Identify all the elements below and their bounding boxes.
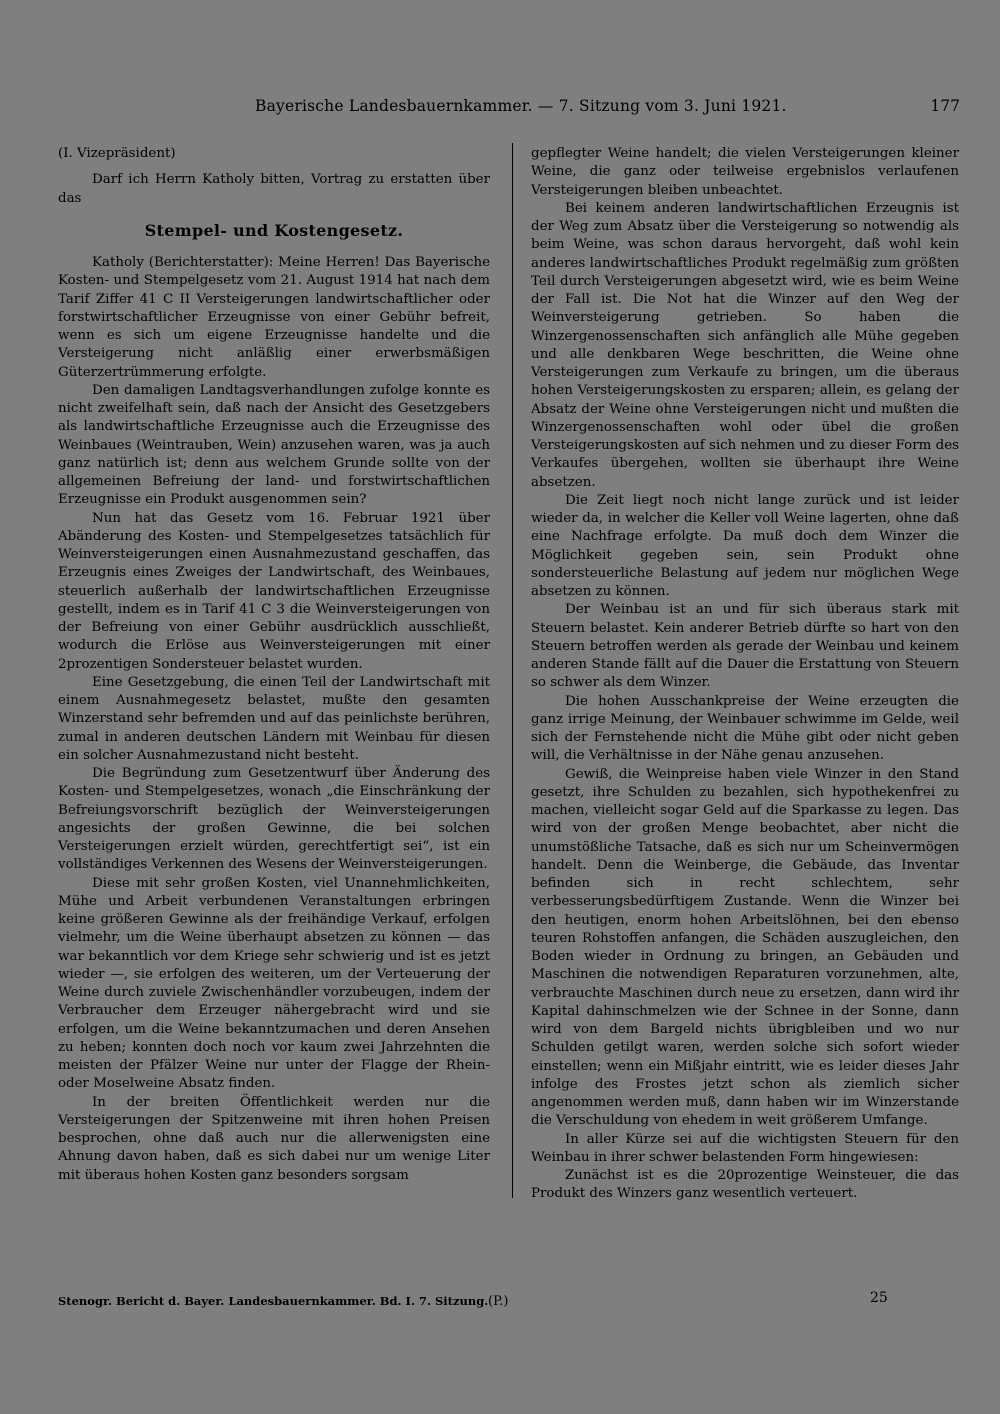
paragraph: Nun hat das Gesetz vom 16. Februar 1921 über Abänderung des Kosten- und Stempelgesetzes tatsächlich für Weinversteigerungen einen Ausnahmezustand geschaffen, das Erzeugnis eines Zweiges der Landwirtschaft, des Weinbaues, steuerlich außerhalb der landwirtschaftlichen Erzeugnisse gestellt, indem es in Tarif 41 C 3 die Weinversteigerungen von der Befreiung von einer Gebühr ausdrücklich ausschließt, wodurch die Erlöse aus Weinversteigerungen mit einer 2prozentigen Sondersteuer belastet wurden. bbox=[58, 510, 490, 672]
page-header bbox=[120, 97, 960, 123]
intro-paragraph: Darf ich Herrn Katholy bitten, Vortrag zu erstatten über das bbox=[58, 172, 490, 206]
right-column bbox=[531, 145, 959, 1204]
speaker-intro: (I. Vizepräsident) bbox=[58, 146, 176, 161]
page-number: 177 bbox=[930, 97, 960, 115]
paragraph: Die hohen Ausschankpreise der Weine erzeugten die ganz irrige Meinung, der Weinbauer schwimme im Gelde, weil sich der Fernstehende nicht die Mühe gibt oder nicht geben will, die Verhältnisse in der Nähe genau anzusehen. bbox=[531, 693, 959, 764]
paragraph: Den damaligen Landtagsverhandlungen zufolge konnte es nicht zweifelhaft sein, daß nach der Ansicht des Gesetzgebers als landwirtschaftliche Erzeugnisse auch die Erzeugnisse des Weinbaues (Weintrauben, Wein) anzusehen waren, was ja auch ganz natürlich ist; denn aus welchem Grunde sollte von der allgemeinen Befreiung der land- und forstwirtschaftlichen Erzeugnisse ein Produkt ausgenommen sein? bbox=[58, 382, 490, 508]
paragraph: Diese mit sehr großen Kosten, viel Unannehmlichkeiten, Mühe und Arbeit verbundenen Veranstaltungen erbringen keine größeren Gewinne als der freihändige Verkauf, erfolgen vielmehr, um die Weine überhaupt absetzen zu können — das war bekanntlich vor dem Kriege sehr schwierig und ist es jetzt wieder —, sie erfolgen des weiteren, um der Verteuerung der Weine durch zuviele Zwischenhändler vorzubeugen, indem der Verbraucher dem Erzeuger nähergebracht wird und sie erfolgen, um die Weine bekanntzumachen und deren Ansehen zu heben; konnten doch noch vor kaum zwei Jahrzehnten die meisten der Pfälzer Weine nur unter der Flagge der Rhein- oder Moselweine Absatz finden. bbox=[58, 875, 490, 1092]
paragraph: In der breiten Öffentlichkeit werden nur die Versteigerungen der Spitzenweine mit ihren hohen Preisen besprochen, ohne daß auch nur die allerwenigsten eine Ahnung davon haben, daß es sich dabei nur um wenige Liter mit überaus hohen Kosten ganz besonders sorgsam bbox=[58, 1094, 490, 1183]
paragraph: gepflegter Weine handelt; die vielen Versteigerungen kleiner Weine, die ganz oder teilweise ergebnislos verlaufenen Versteigerungen bleiben unbeachtet. bbox=[531, 146, 959, 198]
paragraph: Die Zeit liegt noch nicht lange zurück und ist leider wieder da, in welcher die Keller voll Weine lagerten, ohne daß eine Nachfrage erfolgte. Da muß doch dem Winzer die Möglichkeit gegeben sein, sein Produkt ohne sondersteuerliche Belastung auf jedem nur möglichen Wege absetzen zu können. bbox=[531, 492, 959, 599]
paragraph: In aller Kürze sei auf die wichtigsten Steuern für den Weinbau in ihrer schwer belastenden Form hingewiesen: bbox=[531, 1131, 959, 1165]
paragraph: Bei keinem anderen landwirtschaftlichen Erzeugnis ist der Weg zum Absatz über die Versteigerung so notwendig als beim Weine, was schon daraus hervorgeht, daß wohl kein anderes landwirtschaftliches Produkt regelmäßig zum größten Teil durch Versteigerungen abgesetzt wird, wie es beim Weine der Fall ist. Die Not hat die Winzer auf den Weg der Weinversteigerung getrieben. So haben die Winzergenossenschaften sich anfänglich alle Mühe gegeben und alle denkbaren Wege beschritten, die Weine ohne Versteigerungen zum Verkaufe zu bringen, um die überaus hohen Versteigerungskosten zu ersparen; allein, es gelang der Absatz der Weine ohne Versteigerungen nicht und mußten die Winzergenossenschaften wohl oder übel die großen Versteigerungskosten auf sich nehmen und zu dieser Form des Verkaufes übergehen, wollten sie überhaupt ihre Weine absetzen. bbox=[531, 200, 959, 490]
paragraph: Gewiß, die Weinpreise haben viele Winzer in den Stand gesetzt, ihre Schulden zu bezahlen, sich hypothekenfrei zu machen, vielleicht sogar Geld auf die Sparkasse zu legen. Das wird von der großen Menge beobachtet, aber nicht die unumstößliche Tatsache, daß es sich nur um Scheinvermögen handelt. Denn die Weinberge, die Gebäude, das Inventar befinden sich in recht schlechtem, sehr verbesserungsbedürftigem Zustande. Wenn die Winzer bei den heutigen, enorm hohen Arbeitslöhnen, bei den ebenso teuren Rohstoffen anfangen, die Schäden auszugleichen, den Boden wieder in Ordnung zu bringen, an Gebäuden und Maschinen die notwendigen Reparaturen vorzunehmen, alte, verbrauchte Maschinen durch neue zu ersetzen, dann wird ihr Kapital dahinschmelzen wie der Schnee in der Sonne, dann wird von dem Bargeld nichts übrigbleiben und wo nur Schulden getilgt waren, werden solche sich sofort wieder einstellen; wenn ein Mißjahr eintritt, wie es leider dieses Jahr infolge des Frostes jetzt schon als ziemlich sicher angenommen werden muß, dann haben wir im Winzerstande die Verschuldung von ehedem in weit größerem Umfange. bbox=[531, 766, 959, 1129]
sheet-number: 25 bbox=[870, 1290, 888, 1306]
section-heading: Stempel- und Kostengesetz. bbox=[144, 220, 404, 240]
left-column bbox=[58, 145, 490, 1185]
paragraph: Katholy (Berichterstatter): Meine Herren! Das Bayerische Kosten- und Stempelgesetz vom 21. August 1914 hat nach dem Tarif Ziffer 41 C II Versteigerungen landwirtschaftlicher oder forstwirtschaftlicher Erzeugnisse von einer Gebühr befreit, wenn es sich um eigene Erzeugnisse handelte und die Versteigerung nicht anläßlig einer erwerbsmäßigen Güterzertrümmerung erfolgte. bbox=[58, 255, 490, 380]
paragraph: Zunächst ist es die 20prozentige Weinsteuer, die das Produkt des Winzers ganz wesentlich verteuert. bbox=[531, 1168, 959, 1202]
paragraph: Der Weinbau ist an und für sich überaus stark mit Steuern belastet. Kein anderer Betrieb dürfte so hart von den Steuern betroffen werden als gerade der Weinbau und keinem anderen Stande fällt auf die Dauer die Erstattung von Steuern so schwer als dem Winzer. bbox=[531, 602, 959, 691]
footer-mark: (P.) bbox=[488, 1294, 509, 1309]
running-title: Bayerische Landesbauernkammer. — 7. Sitzung vom 3. Juni 1921. bbox=[255, 97, 787, 115]
paragraph: Eine Gesetzgebung, die einen Teil der Landwirtschaft mit einem Ausnahmegesetz belastet, mußte den gesamten Winzerstand sehr befremden und auf das peinlichste berühren, zumal in anderen deutschen Ländern mit Weinbau für diesen ein solcher Ausnahmezustand nicht besteht. bbox=[58, 674, 490, 763]
column-divider bbox=[512, 143, 513, 1198]
page-footer bbox=[58, 1290, 943, 1314]
footer-source: Stenogr. Bericht d. Bayer. Landesbauernkammer. Bd. I. 7. Sitzung. bbox=[58, 1294, 489, 1308]
paragraph: Die Begründung zum Gesetzentwurf über Änderung des Kosten- und Stempelgesetzes, wonach „die Einschränkung der Befreiungsvorschrift bezüglich der Weinversteigerungen angesichts der großen Gewinne, die bei solchen Versteigerungen erzielt würden, gerechtfertigt sei“, ist ein vollständiges Verkennen des Wesens der Weinversteigerungen. bbox=[58, 766, 490, 873]
